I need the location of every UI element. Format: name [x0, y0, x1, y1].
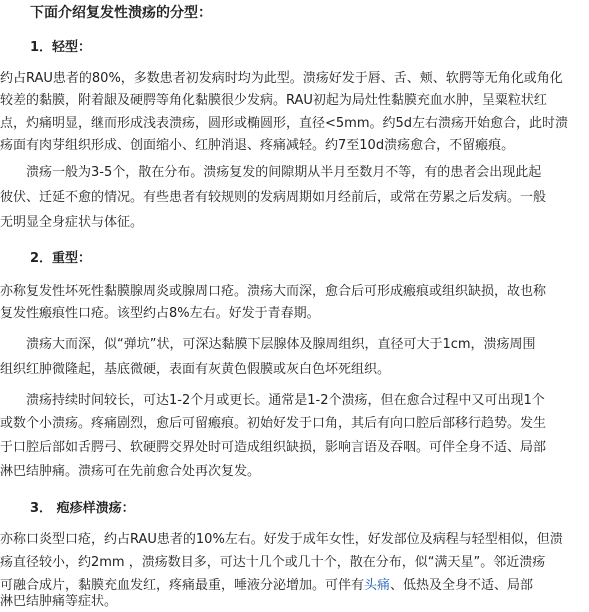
paragraph-line: 或数个小溃疡。疼痛剧烈，愈后可留瘢痕。初始好发于口角，其后有向口腔后部移行趋势。发生 — [0, 416, 547, 431]
paragraph-line-text: 可融合成片，黏膜充血发红，疼痛最重，唾液分泌增加。可伴有 — [0, 578, 365, 593]
paragraph-line: 亦称口炎型口疮，约占RAU患者的10%左右。好发于成年女性，好发部位及病程与轻型相似，但溃 — [0, 532, 563, 547]
paragraph-line: 淋巴结肿痛。溃疡可在先前愈合处再次复发。 — [0, 464, 261, 479]
paragraph-line: 疡面有肉芽组织形成、创面缩小、红肿消退、疼痛减轻。约7至10d溃疡愈合，不留瘢痕。 — [0, 138, 515, 153]
paragraph-line: 溃疡一般为3-5个，散在分布。溃疡复发的间隙期从半月至数月不等，有的患者会出现此起 — [26, 165, 542, 180]
paragraph-line: 约占RAU患者的80%，多数患者初发病时均为此型。溃疡好发于唇、舌、颊、软腭等无角化或角化 — [0, 71, 563, 86]
section-title-herpetiform: 3． 疱疹样溃疡： — [30, 501, 135, 516]
paragraph-line: 于口腔后部如舌腭弓、软硬腭交界处时可造成组织缺损，影响言语及吞咽。可伴全身不适、局部 — [0, 440, 547, 455]
paragraph-line-text: 、低热及全身不适、局部 — [390, 578, 534, 593]
paragraph-line: 溃疡持续时间较长，可达1-2个月或更长。通常是1-2个溃疡，但在愈合过程中又可出现1个 — [26, 393, 545, 408]
paragraph-line: 淋巴结肿痛等症状。 — [0, 594, 118, 609]
paragraph-line: 无明显全身症状与体征。 — [0, 215, 144, 230]
paragraph-line: 复发性瘢痕性口疮。该型约占8%左右。好发于青春期。 — [0, 306, 320, 321]
section-title-severe: 2．重型： — [30, 251, 92, 266]
paragraph-line: 彼伏、迁延不愈的情况。有些患者有较规则的发病周期如月经前后，或常在劳累之后发病。一般 — [0, 190, 547, 205]
paragraph-line: 较差的黏膜，附着龈及硬腭等角化黏膜很少发病。RAU初起为局灶性黏膜充血水肿，呈粟粒状红 — [0, 93, 547, 108]
paragraph-line: 亦称复发性坏死性黏膜腺周炎或腺周口疮。溃疡大而深，愈合后可形成瘢痕或组织缺损，故也称 — [0, 284, 547, 299]
section-title-mild: 1．轻型： — [30, 40, 92, 55]
paragraph-line: 点，灼痛明显，继而形成浅表溃疡，圆形或椭圆形，直径<5mm。约5d左右溃疡开始愈合，此时溃 — [0, 116, 569, 131]
paragraph-line: 溃疡大而深，似“弹坑”状，可深达黏膜下层腺体及腺周组织，直径可大于1cm，溃疡周围 — [26, 337, 536, 352]
paragraph-line: 疡直径较小，约2mm ，溃疡数目多，可达十几个或几十个，散在分布，似“满天星”。邻近溃疡 — [0, 555, 546, 570]
paragraph-line: 组织红肿微隆起，基底微硬，表面有灰黄色假膜或灰白色坏死组织。 — [0, 362, 391, 377]
headache-link[interactable]: 头痛 — [364, 578, 391, 593]
article-heading: 下面介绍复发性溃疡的分型： — [30, 5, 212, 21]
